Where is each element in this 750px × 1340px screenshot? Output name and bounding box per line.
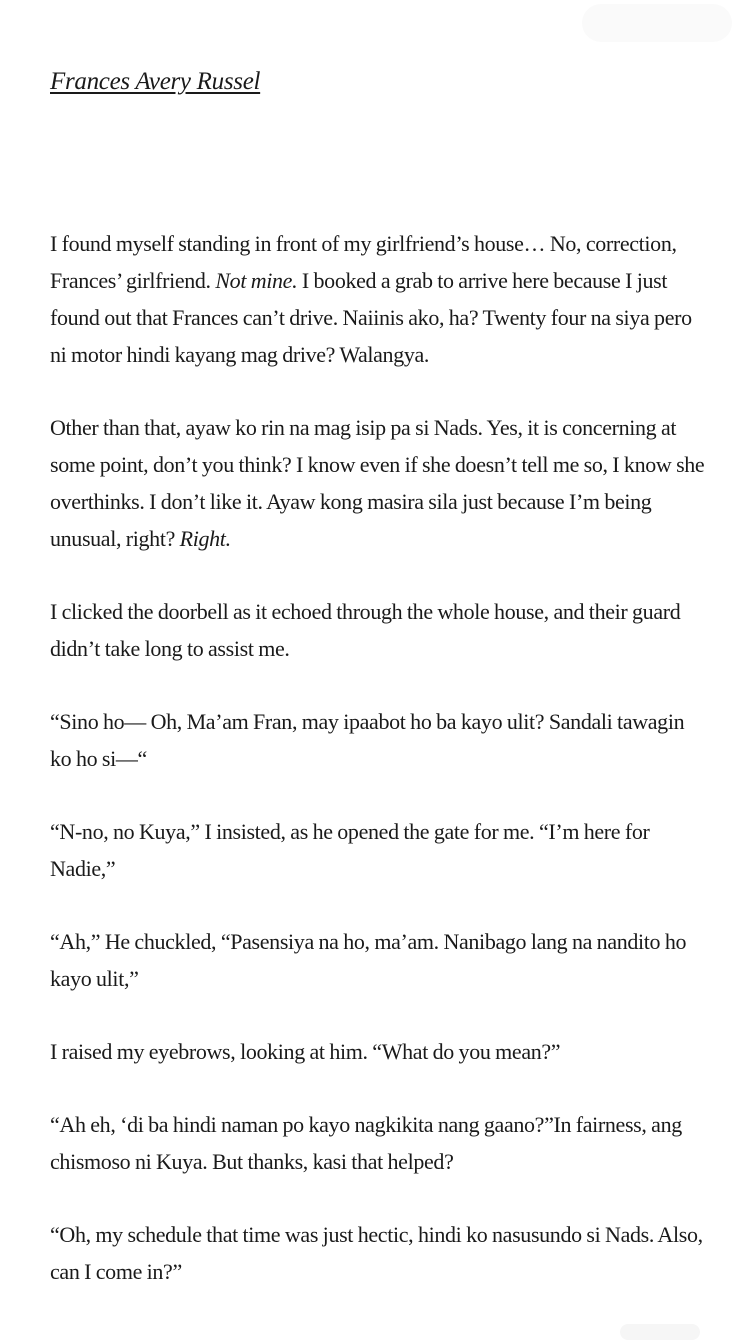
paragraph-text: “Oh, my schedule that time was just hectic, hindi ko nasusundo si Nads. Also, can I come in?”	[50, 1222, 703, 1284]
paragraph-text: “Ah eh, ‘di ba hindi naman po kayo nagkikita nang gaano?”In fairness, ang chismoso ni Kuya. But thanks, kasi that helped?	[50, 1112, 682, 1174]
paragraph	[50, 1033, 710, 1070]
chapter-body	[50, 225, 710, 1326]
emphasis-text: Not mine.	[215, 268, 298, 293]
chapter-title: Frances Avery Russel	[50, 68, 261, 95]
paragraph	[50, 225, 710, 373]
paragraph-text: I booked a grab to arrive here because I just found out that Frances can’t drive. Naiinis ako, ha? Twenty four na siya pero ni motor hindi kayang mag drive? Walangya.	[50, 268, 692, 367]
paragraph	[50, 593, 710, 667]
paragraph-text: Other than that, ayaw ko rin na mag isip pa si Nads. Yes, it is concerning at some point, don’t you think? I know even if she doesn’t tell me so, I know she overthinks. I don’t like it. Ayaw kong masira sila just because I’m being unusual, right?	[50, 415, 705, 551]
paragraph-text: I raised my eyebrows, looking at him. “What do you mean?”	[50, 1039, 561, 1064]
paragraph	[50, 1106, 710, 1180]
paragraph-text: “N-no, no Kuya,” I insisted, as he opened the gate for me. “I’m here for Nadie,”	[50, 819, 650, 881]
paragraph	[50, 1216, 710, 1290]
paragraph-text: I found myself standing in front of my girlfriend’s house… No, correction, Frances’ girlfriend.	[50, 231, 677, 293]
paragraph-text: “Ah,” He chuckled, “Pasensiya na ho, ma’am. Nanibago lang na nandito ho kayo ulit,”	[50, 929, 687, 991]
paragraph	[50, 813, 710, 887]
paragraph-text: “Sino ho— Oh, Ma’am Fran, may ipaabot ho ba kayo ulit? Sandali tawagin ko ho si—“	[50, 709, 685, 771]
paragraph	[50, 923, 710, 997]
paragraph	[50, 703, 710, 777]
status-bar-blur	[582, 4, 732, 42]
paragraph	[50, 409, 710, 557]
home-indicator-blur	[620, 1324, 700, 1340]
emphasis-text: Right.	[179, 526, 231, 551]
paragraph-text: I clicked the doorbell as it echoed through the whole house, and their guard didn’t take long to assist me.	[50, 599, 681, 661]
